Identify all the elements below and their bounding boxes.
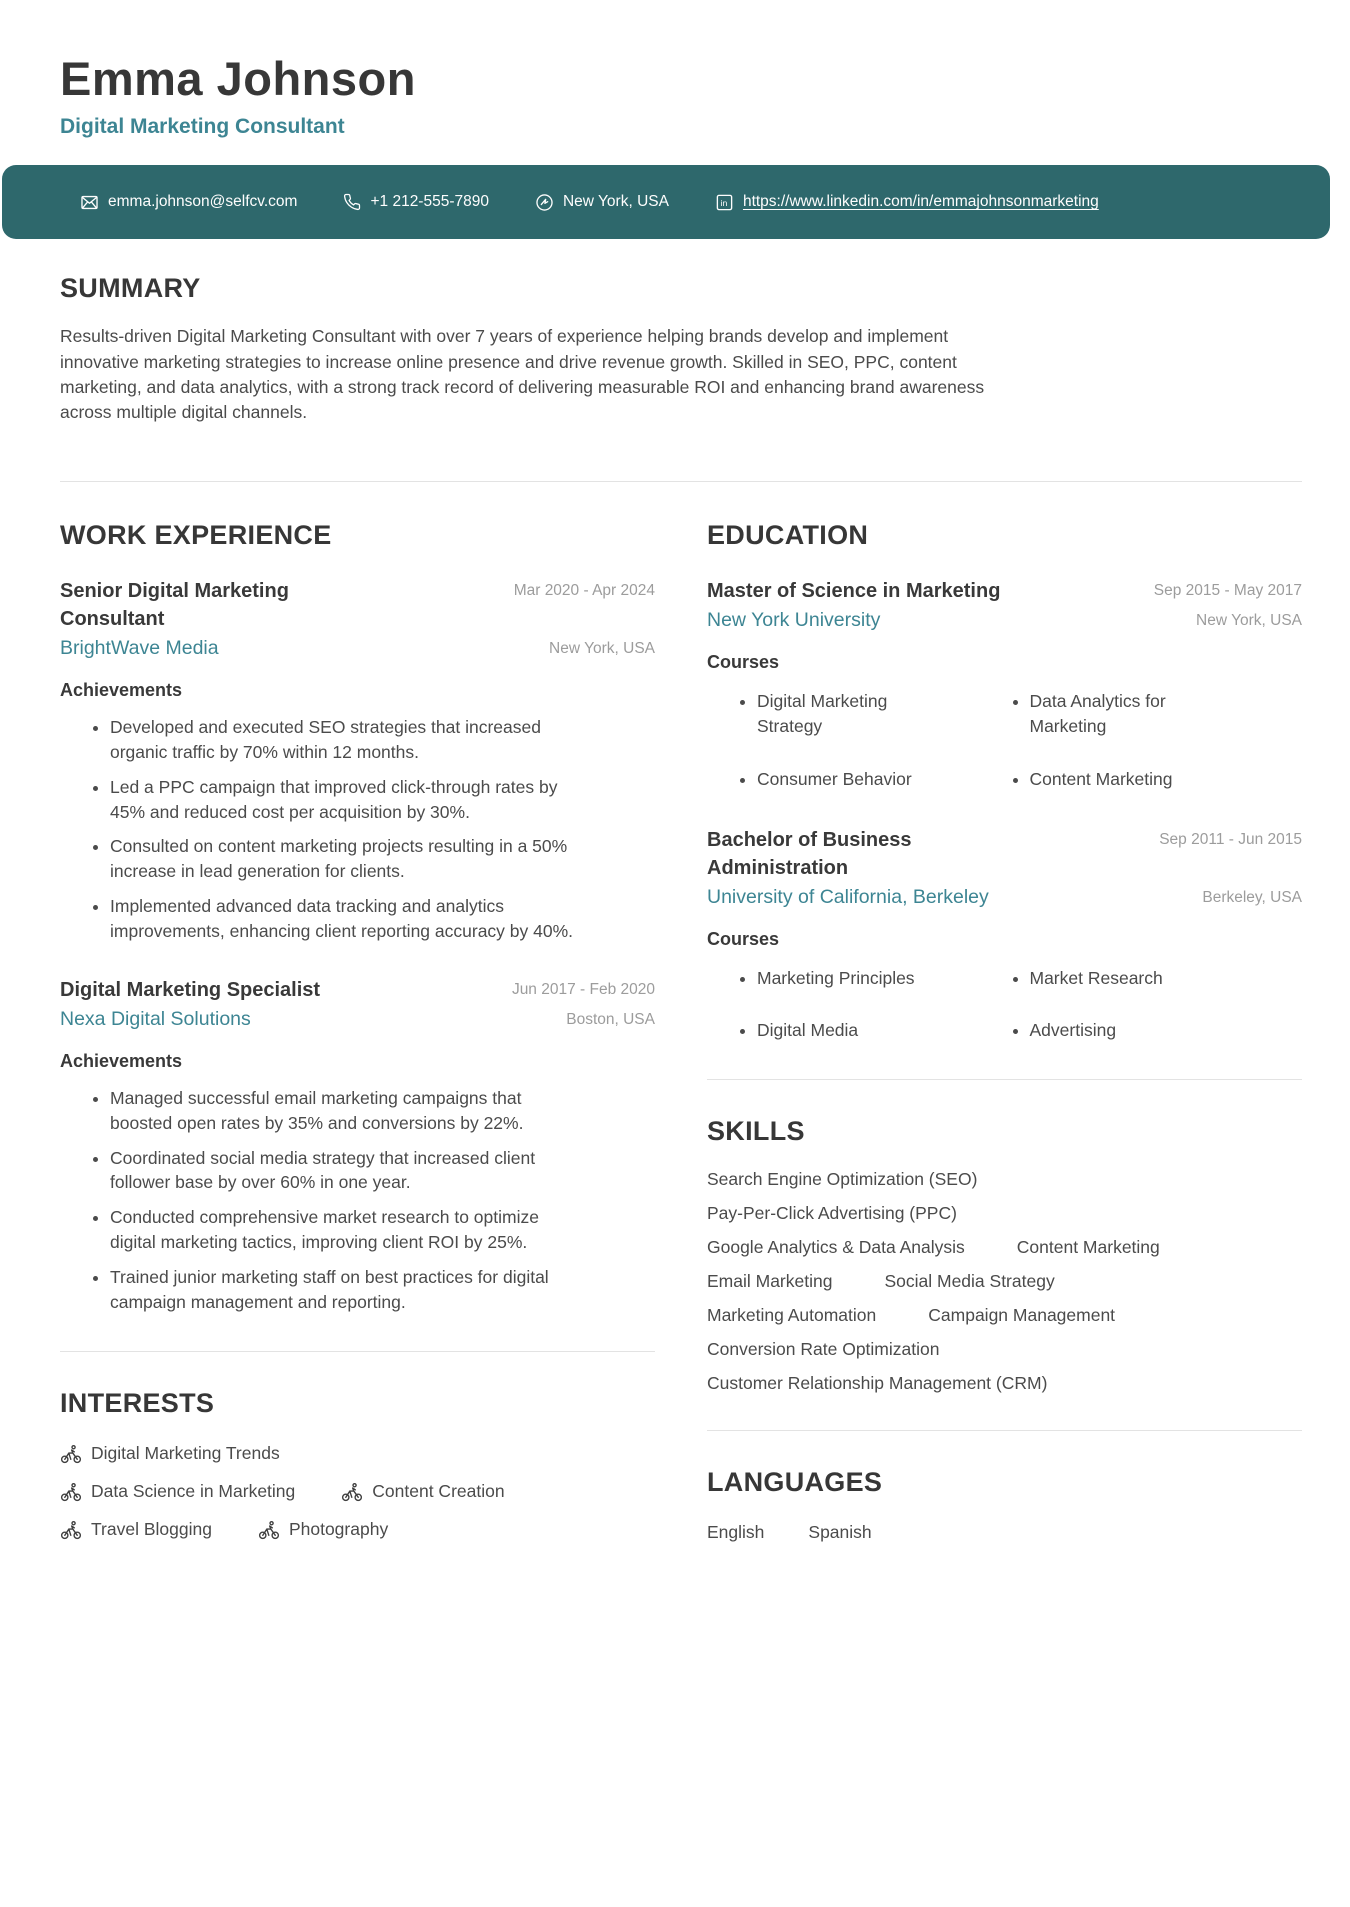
achievements-list bbox=[60, 1086, 655, 1315]
summary-divider bbox=[60, 481, 1302, 482]
achievements-label: Achievements bbox=[60, 1050, 183, 1071]
achievement-bullet: • Coordinated social media strategy that increased client follower base by over 60% in one year. bbox=[110, 1146, 582, 1196]
achievement-bullet: • Led a PPC campaign that improved click-through rates by 45% and reduced cost per acquisition by 30%. bbox=[110, 775, 582, 825]
skill-item: Campaign Management bbox=[928, 1305, 1116, 1326]
course-item: • Consumer Behavior bbox=[757, 767, 942, 792]
interest-item bbox=[258, 1519, 388, 1541]
course-item: • Content Marketing bbox=[1030, 767, 1215, 792]
contact-linkedin[interactable] bbox=[715, 193, 1099, 212]
interest-item bbox=[60, 1519, 212, 1541]
job-dates: Jun 2017 - Feb 2020 bbox=[511, 980, 655, 998]
skill-item: Content Marketing bbox=[1016, 1237, 1160, 1258]
interests-divider bbox=[60, 1351, 655, 1352]
degree-title: Master of Science in Marketing bbox=[707, 580, 1001, 603]
cyclist-icon bbox=[258, 1519, 280, 1541]
skill-item: Conversion Rate Optimization bbox=[707, 1339, 940, 1360]
achievement-bullet: • Trained junior marketing staff on best practices for digital campaign management and reporting. bbox=[110, 1265, 582, 1315]
education-dates: Sep 2011 - Jun 2015 bbox=[1159, 830, 1302, 848]
contact-email[interactable] bbox=[80, 193, 297, 212]
cyclist-icon bbox=[60, 1443, 82, 1465]
interest-label: Data Science in Marketing bbox=[91, 1481, 296, 1502]
education-location: Berkeley, USA bbox=[1202, 888, 1302, 906]
interest-label: Digital Marketing Trends bbox=[91, 1443, 280, 1464]
language-item: English bbox=[707, 1522, 765, 1543]
main-content bbox=[60, 273, 1302, 1556]
skill-item: Google Analytics & Data Analysis bbox=[707, 1237, 965, 1258]
languages-divider bbox=[707, 1430, 1302, 1431]
education-entry-2 bbox=[707, 826, 1302, 1044]
job-title: Digital Marketing Specialist bbox=[60, 978, 321, 1001]
education-location: New York, USA bbox=[1196, 612, 1302, 630]
language-item: Spanish bbox=[808, 1522, 872, 1543]
courses-list bbox=[707, 689, 1302, 792]
left-column bbox=[60, 520, 655, 1557]
courses-list bbox=[707, 966, 1302, 1044]
header bbox=[0, 0, 1350, 139]
achievement-bullet: • Developed and executed SEO strategies that increased organic traffic by 70% within 12 months. bbox=[110, 715, 582, 765]
course-item: • Market Research bbox=[1030, 966, 1215, 991]
job-location: New York, USA bbox=[549, 640, 655, 658]
job-entry-2 bbox=[60, 976, 655, 1315]
contact-location-text: New York, USA bbox=[562, 193, 669, 211]
languages-heading: LANGUAGES bbox=[707, 1467, 883, 1498]
skills-divider bbox=[707, 1079, 1302, 1080]
skill-item: Email Marketing bbox=[707, 1271, 833, 1292]
achievement-bullet: • Consulted on content marketing projects resulting in a 50% increase in lead generation for clients. bbox=[110, 834, 582, 884]
languages-list bbox=[707, 1522, 1302, 1543]
svg-text:in: in bbox=[720, 197, 728, 208]
institution-name: New York University bbox=[707, 609, 881, 632]
interests-list bbox=[60, 1443, 655, 1541]
skill-item: Customer Relationship Management (CRM) bbox=[707, 1373, 1048, 1394]
achievement-bullet: • Managed successful email marketing campaigns that boosted open rates by 35% and conversions by 22%. bbox=[110, 1086, 582, 1136]
job-entry-1 bbox=[60, 577, 655, 944]
course-item: • Advertising bbox=[1030, 1018, 1215, 1043]
skill-item: Social Media Strategy bbox=[884, 1271, 1055, 1292]
cyclist-icon bbox=[60, 1519, 82, 1541]
interest-item bbox=[60, 1443, 280, 1465]
contact-linkedin-url[interactable]: https://www.linkedin.com/in/emmajohnsonmarketing bbox=[742, 193, 1099, 211]
achievements-list bbox=[60, 715, 655, 944]
cyclist-icon bbox=[60, 1481, 82, 1503]
course-item: • Data Analytics for Marketing bbox=[1030, 689, 1215, 739]
institution-name: University of California, Berkeley bbox=[707, 885, 989, 908]
job-title: Senior Digital Marketing Consultant bbox=[60, 580, 289, 631]
email-icon bbox=[80, 193, 99, 212]
location-icon bbox=[535, 193, 554, 212]
job-company: Nexa Digital Solutions bbox=[60, 1007, 251, 1030]
right-column bbox=[707, 520, 1302, 1557]
phone-icon bbox=[343, 193, 361, 211]
linkedin-icon bbox=[715, 193, 734, 212]
contact-email-text: emma.johnson@selfcv.com bbox=[108, 193, 298, 211]
contact-phone bbox=[343, 193, 489, 211]
skill-item: Marketing Automation bbox=[707, 1305, 877, 1326]
skill-item: Pay-Per-Click Advertising (PPC) bbox=[707, 1203, 957, 1224]
education-entry-1 bbox=[707, 577, 1302, 792]
skills-list bbox=[707, 1169, 1302, 1394]
achievement-bullet: • Implemented advanced data tracking and analytics improvements, enhancing client reporting accuracy by 40%. bbox=[110, 894, 582, 944]
course-item: • Digital Media bbox=[757, 1018, 942, 1043]
person-name: Emma Johnson bbox=[60, 52, 416, 105]
degree-title: Bachelor of Business Administration bbox=[707, 828, 912, 879]
interest-item bbox=[60, 1481, 295, 1503]
achievements-label: Achievements bbox=[60, 680, 183, 701]
achievement-bullet: • Conducted comprehensive market research to optimize digital marketing tactics, improving client ROI by 25%. bbox=[110, 1205, 582, 1255]
job-location: Boston, USA bbox=[566, 1010, 655, 1028]
work-experience-heading: WORK EXPERIENCE bbox=[60, 520, 332, 551]
education-dates: Sep 2015 - May 2017 bbox=[1153, 582, 1302, 600]
contact-location bbox=[535, 193, 669, 212]
contact-phone-text: +1 212-555-7890 bbox=[370, 193, 489, 211]
job-dates: Mar 2020 - Apr 2024 bbox=[513, 582, 655, 600]
cyclist-icon bbox=[341, 1481, 363, 1503]
job-company: BrightWave Media bbox=[60, 637, 219, 660]
interests-heading: INTERESTS bbox=[60, 1387, 215, 1418]
person-job-title: Digital Marketing Consultant bbox=[60, 115, 345, 139]
courses-label: Courses bbox=[707, 928, 780, 949]
interest-label: Content Creation bbox=[372, 1481, 505, 1502]
education-heading: EDUCATION bbox=[707, 520, 869, 551]
skills-heading: SKILLS bbox=[707, 1116, 805, 1147]
interest-item bbox=[341, 1481, 504, 1503]
contact-bar bbox=[2, 165, 1330, 239]
summary-heading: SUMMARY bbox=[60, 273, 201, 304]
course-item: • Digital Marketing Strategy bbox=[757, 689, 942, 739]
course-item: • Marketing Principles bbox=[757, 966, 942, 991]
interest-label: Photography bbox=[288, 1519, 389, 1540]
skill-item: Search Engine Optimization (SEO) bbox=[707, 1169, 978, 1190]
summary-text: Results-driven Digital Marketing Consultant with over 7 years of experience helping brands develop and implement innovative marketing strategies to increase online presence and drive revenue growth. Skilled in SEO, PPC, content marketing, and data analytics, with a strong track record of delivering measurable ROI and enhancing brand awareness across multiple digital channels. bbox=[60, 326, 985, 422]
interest-label: Travel Blogging bbox=[91, 1519, 212, 1540]
courses-label: Courses bbox=[707, 652, 780, 673]
